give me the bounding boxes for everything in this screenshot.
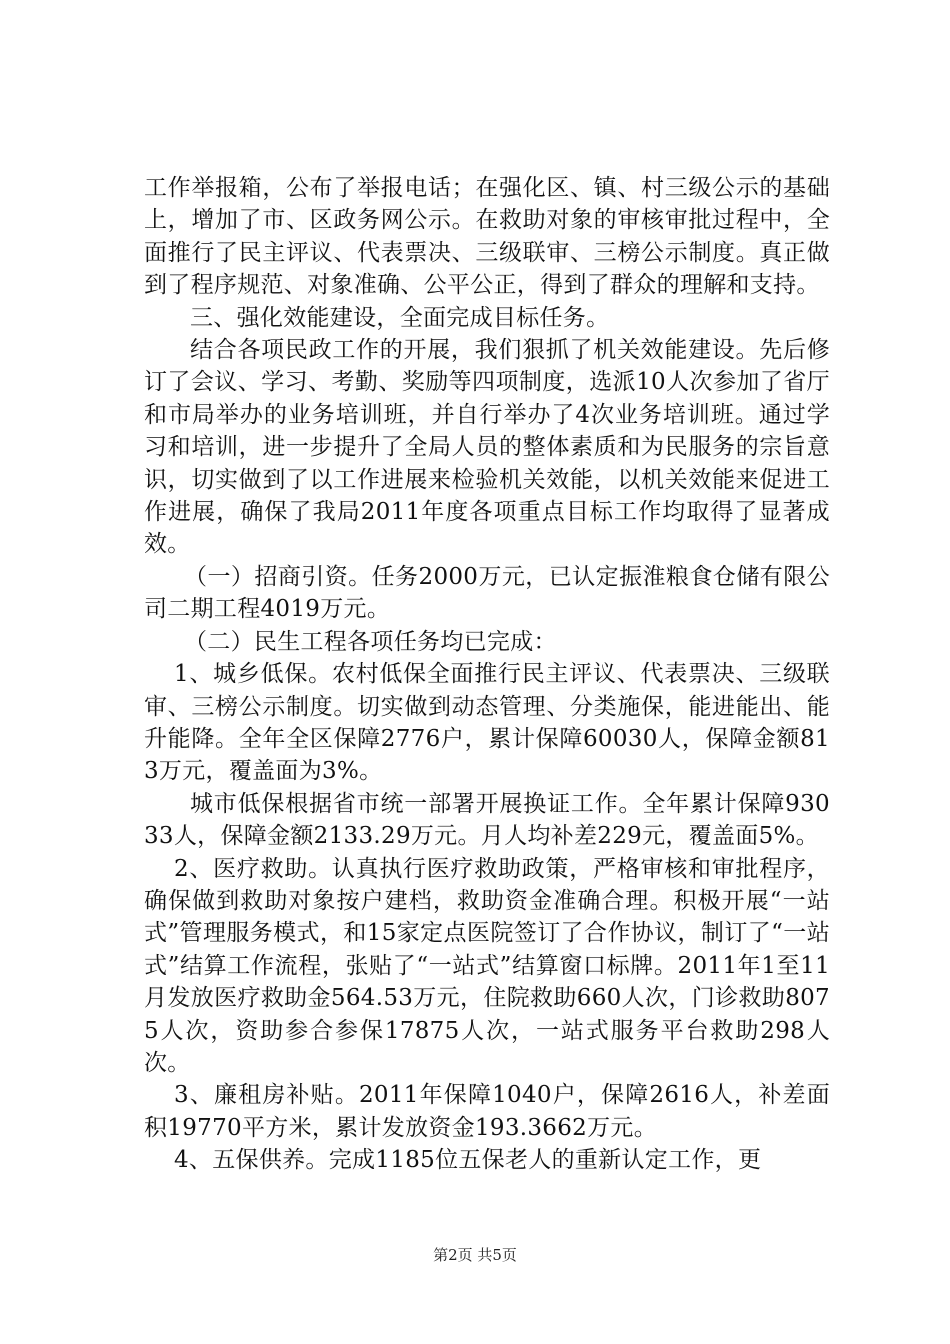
paragraph-housing-subsidy: 3、廉租房补贴。2011年保障1040户，保障2616人，补差面积19770平方米，累计发放资金193.3662万元。 <box>144 1082 830 1141</box>
page-number-footer: 第2页 共5页 <box>433 1246 517 1264</box>
paragraph-medical-aid: 2、医疗救助。认真执行医疗救助政策，严格审核和审批程序，确保做到救助对象按户建档，救助资金准确合理。积极开展“一站式”管理服务模式，和15家定点医院签订了合作协议，制订了“一站式”结算工作流程，张贴了“一站式”结算窗口标牌。2011年1至11月发放医疗救助金564.53万元，住院救助660人次，门诊救助8075人次，资助参合参保17875人次，一站式服务平台救助298人次。 <box>144 855 830 1076</box>
document-body <box>144 172 830 1177</box>
paragraph-efficiency: 结合各项民政工作的开展，我们狠抓了机关效能建设。先后修订了会议、学习、考勤、奖励等四项制度，选派10人次参加了省厅和市局举办的业务培训班，并自行举办了4次业务培训班。通过学习和培训，进一步提升了全局人员的整体素质和为民服务的宗旨意识，切实做到了以工作进展来检验机关效能，以机关效能来促进工作进展，确保了我局2011年度各项重点目标工作均取得了显著成效。 <box>144 337 830 558</box>
paragraph-continuation: 工作举报箱，公布了举报电话；在强化区、镇、村三级公示的基础上，增加了市、区政务网公示。在救助对象的审核审批过程中，全面推行了民主评议、代表票决、三级联审、三榜公示制度。真正做到了程序规范、对象准确、公平公正，得到了群众的理解和支持。 <box>144 175 830 299</box>
paragraph-livelihood-heading: （二）民生工程各项任务均已完成： <box>184 628 557 655</box>
paragraph-five-guarantees: 4、五保供养。完成1185位五保老人的重新认定工作，更 <box>174 1147 762 1174</box>
paragraph-investment: （一）招商引资。任务2000万元，已认定振淮粮食仓储有限公司二期工程4019万元。 <box>144 563 830 623</box>
section-heading-3: 三、强化效能建设，全面完成目标任务。 <box>190 304 610 331</box>
paragraph-urban-subsistence: 城市低保根据省市统一部署开展换证工作。全年累计保障93033人，保障金额2133.29万元。月人均补差229元，覆盖面5%。 <box>144 790 830 850</box>
paragraph-subsistence: 1、城乡低保。农村低保全面推行民主评议、代表票决、三级联审、三榜公示制度。切实做到动态管理、分类施保，能进能出、能升能降。全年全区保障2776户，累计保障60030人，保障金额813万元，覆盖面为3%。 <box>144 661 830 785</box>
